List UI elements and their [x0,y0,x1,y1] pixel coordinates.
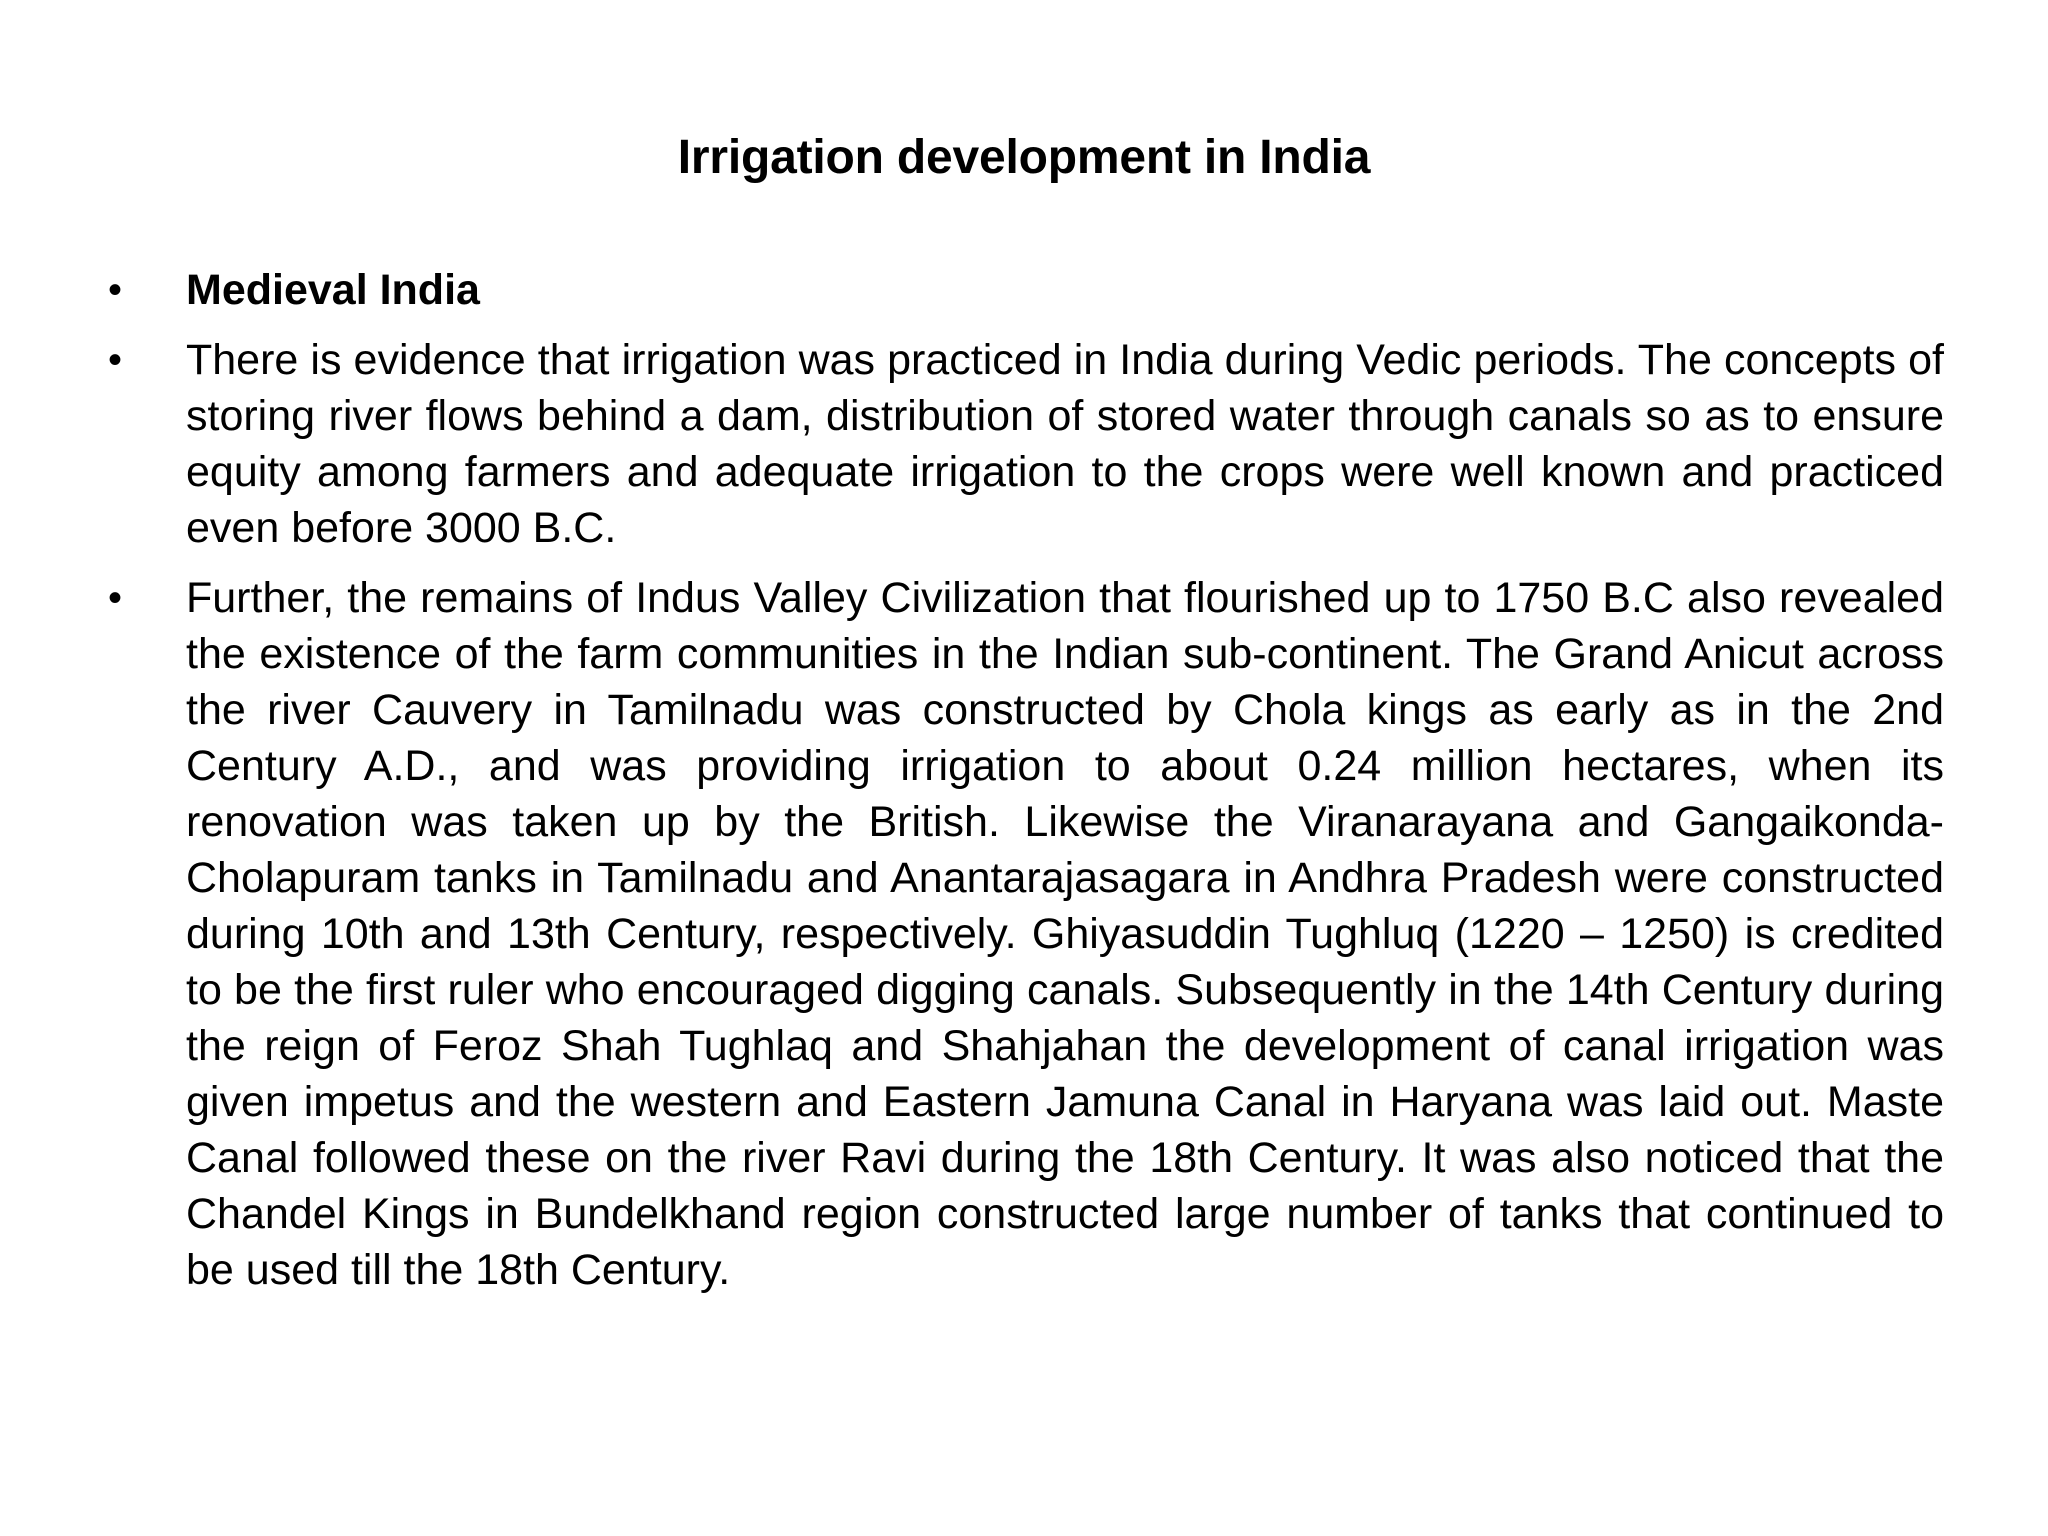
bullet-item-indus [108,570,1944,1298]
bullet-text-medieval-india: Medieval India [186,266,480,314]
bullet-icon: • [108,268,123,312]
bullet-item-vedic [108,332,1944,556]
bullet-icon: • [108,338,123,382]
bullet-item-heading [108,262,1944,318]
bullet-text-indus-valley: Further, the remains of Indus Valley Civilization that flourished up to 1750 B.C also revealed the existence of the farm communities in the Indian sub-continent. The Grand Anicut across the river Cauvery in Tamilnadu was constructed by Chola kings as early as in the 2nd Century A.D., and was providing irrigation to about 0.24 million hectares, when its renovation was taken up by the British. Likewise the Viranarayana and Gangaikonda- Cholapuram tanks in Tamilnadu and Anantarajasagara in Andhra Pradesh were constructed during 10th and 13th Century, respectively. Ghiyasuddin Tughluq (1220 – 1250) is credited to be the first ruler who encouraged digging canals. Subsequently in the 14th Century during the reign of Feroz Shah Tughlaq and Shahjahan the development of canal irrigation was given impetus and the western and Eastern Jamuna Canal in Haryana was laid out. Maste Canal followed these on the river Ravi during the 18th Century. It was also noticed that the Chandel Kings in Bundelkhand region constructed large number of tanks that continued to be used till the 18th Century. [186,574,1944,1294]
bullet-icon: • [108,576,123,620]
bullet-text-vedic-periods: There is evidence that irrigation was practiced in India during Vedic periods. The concepts of storing river flows behind a dam, distribution of stored water through canals so as to ensure equity among farmers and adequate irrigation to the crops were well known and practiced even before 3000 B.C. [186,336,1944,552]
slide-title: Irrigation development in India [677,131,1371,184]
bullet-list [108,262,1944,1312]
